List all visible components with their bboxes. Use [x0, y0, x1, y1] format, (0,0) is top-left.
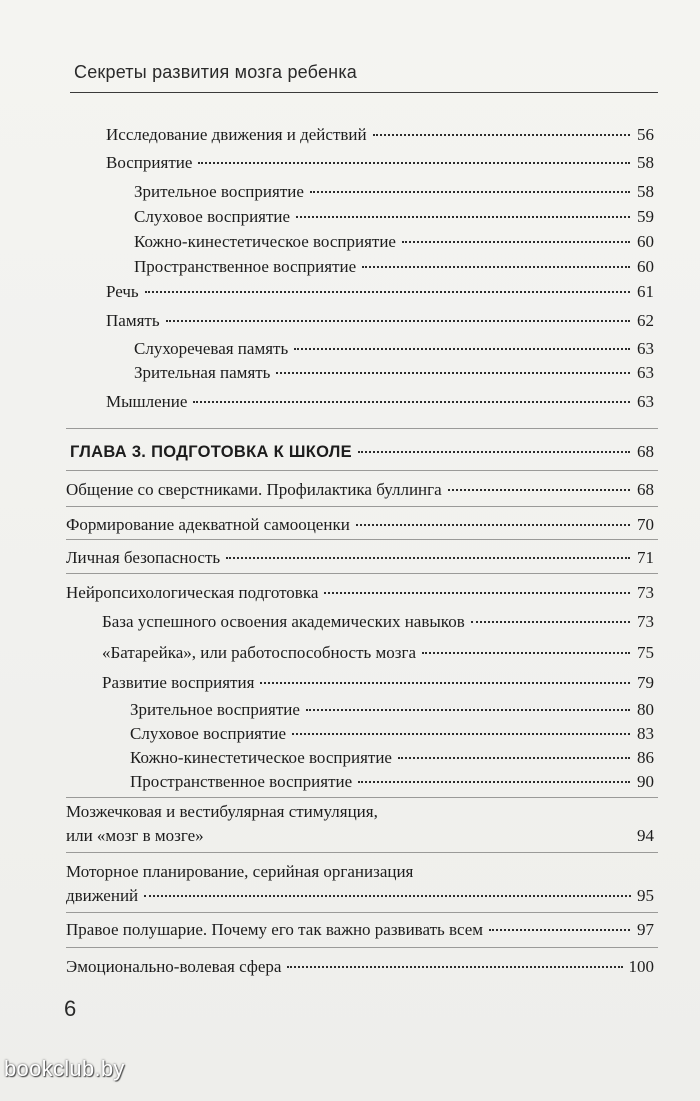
- toc-entry-title: Пространственное восприятие: [130, 772, 353, 791]
- leader-dots: [198, 161, 630, 164]
- leader-dots: [287, 965, 622, 968]
- toc-entry-page: 63: [637, 339, 654, 358]
- toc-entry: [102, 610, 654, 634]
- toc-entry: [130, 722, 654, 746]
- toc-entry-page: 73: [637, 612, 654, 631]
- toc-entry-title: Кожно-кинестетическое восприятие: [134, 232, 396, 251]
- section-divider: [66, 573, 658, 574]
- page-number: 6: [64, 996, 77, 1021]
- toc-entry-page: 86: [637, 748, 654, 767]
- toc-entry: [134, 205, 654, 229]
- toc-entry-multiline: [66, 800, 654, 848]
- leader-dots: [358, 450, 630, 453]
- toc-entry: [66, 918, 654, 942]
- leader-dots: [489, 928, 630, 931]
- toc-entry-title: Кожно-кинестетическое восприятие: [130, 748, 392, 767]
- toc-entry: [106, 280, 654, 304]
- toc-entry-title: База успешного освоения академических навыков: [102, 612, 465, 631]
- toc-entry-title: Исследование движения и действий: [106, 125, 367, 144]
- toc-entry-page: 79: [637, 673, 654, 692]
- leader-dots: [260, 681, 630, 684]
- toc-entry-title: Общение со сверстниками. Профилактика буллинга: [66, 480, 442, 499]
- chapter-page: 68: [637, 442, 654, 461]
- toc-entry-title: Зрительное восприятие: [134, 182, 304, 201]
- toc-entry-page: 63: [637, 363, 654, 382]
- leader-dots: [292, 732, 630, 735]
- leader-dots: [398, 756, 630, 759]
- leader-dots: [296, 215, 630, 218]
- toc-entry-page: 71: [637, 548, 654, 567]
- toc-entry: [134, 337, 654, 361]
- leader-dots: [144, 894, 631, 897]
- toc-entry-page: 68: [637, 480, 654, 499]
- leader-dots: [306, 708, 630, 711]
- toc-entry-page: 100: [628, 957, 654, 976]
- running-header: Секреты развития мозга ребенка: [74, 62, 358, 82]
- toc-entry-title: «Батарейка», или работоспособность мозга: [102, 643, 417, 662]
- toc-entry-page: 80: [637, 700, 654, 719]
- toc-entry-title: Восприятие: [106, 153, 193, 172]
- toc-entry: [66, 581, 654, 605]
- leader-dots: [294, 347, 630, 350]
- toc-entry: [134, 255, 654, 279]
- toc-entry-page: 61: [637, 282, 654, 301]
- toc-entry: [106, 390, 654, 414]
- leader-dots: [358, 780, 630, 783]
- section-divider: [66, 797, 658, 798]
- toc-entry-page: 70: [637, 515, 654, 534]
- toc-chapter-heading: [70, 440, 654, 464]
- leader-dots: [402, 240, 630, 243]
- leader-dots: [226, 556, 630, 559]
- section-divider: [66, 506, 658, 507]
- toc-entry: [66, 546, 654, 570]
- toc-entry: [130, 746, 654, 770]
- toc-entry-page: 90: [637, 772, 654, 791]
- leader-dots: [373, 133, 630, 136]
- leader-dots: [356, 523, 630, 526]
- toc-entry-page: 95: [637, 886, 654, 905]
- toc-entry-title: Правое полушарие. Почему его так важно развивать всем: [66, 920, 483, 939]
- toc-entry-title: Слухоречевая память: [134, 339, 289, 358]
- leader-dots: [310, 190, 630, 193]
- toc-entry: [102, 641, 654, 665]
- toc-entry-title: Слуховое восприятие: [134, 207, 291, 226]
- toc-entry-page: 73: [637, 583, 654, 602]
- toc-entry-page: 60: [637, 257, 654, 276]
- toc-entry-page: 62: [637, 311, 654, 330]
- toc-entry-title-line2: движений: [66, 886, 139, 905]
- toc-entry-title-line2: или «мозг в мозге»: [66, 826, 204, 845]
- toc-entry-title-line1: Моторное планирование, серийная организация: [66, 862, 414, 881]
- leader-dots: [324, 591, 630, 594]
- toc-entry-page: 58: [637, 182, 654, 201]
- toc-entry: [130, 770, 654, 794]
- leader-dots: [422, 651, 630, 654]
- toc-entry-page: 94: [637, 826, 654, 845]
- toc-entry-page: 83: [637, 724, 654, 743]
- watermark: bookclub.by: [4, 1056, 125, 1081]
- toc-entry-title: Личная безопасность: [66, 548, 221, 567]
- leader-dots: [471, 620, 630, 623]
- leader-dots: [362, 265, 630, 268]
- toc-entry: [106, 123, 654, 147]
- toc-entry-title: Речь: [106, 282, 139, 301]
- toc-entry: [134, 230, 654, 254]
- leader-dots: [276, 371, 630, 374]
- toc-entry-page: 75: [637, 643, 654, 662]
- toc-entry: [66, 478, 654, 502]
- toc-entry-title: Развитие восприятия: [102, 673, 255, 692]
- chapter-title: ГЛАВА 3. ПОДГОТОВКА К ШКОЛЕ: [70, 443, 352, 461]
- leader-dots: [166, 319, 630, 322]
- leader-space: [210, 836, 631, 837]
- toc-entry: [106, 151, 654, 175]
- toc-entry-title: Мышление: [106, 392, 188, 411]
- leader-dots: [193, 400, 630, 403]
- toc-entry-title: Пространственное восприятие: [134, 257, 357, 276]
- section-divider: [66, 539, 658, 540]
- toc-entry-title: Эмоционально-волевая сфера: [66, 957, 282, 976]
- toc-entry: [102, 671, 654, 695]
- toc-entry-title-line1: Мозжечковая и вестибулярная стимуляция,: [66, 802, 378, 821]
- toc-entry-title: Зрительное восприятие: [130, 700, 300, 719]
- toc-entry: [106, 309, 654, 333]
- toc-entry: [66, 513, 654, 537]
- toc-entry-page: 60: [637, 232, 654, 251]
- section-divider: [66, 912, 658, 913]
- toc-entry-title: Формирование адекватной самооценки: [66, 515, 350, 534]
- toc-entry-page: 58: [637, 153, 654, 172]
- toc-entry: [134, 361, 654, 385]
- leader-dots: [145, 290, 630, 293]
- toc-entry-multiline: [66, 860, 654, 908]
- leader-dots: [448, 488, 630, 491]
- toc-entry-page: 56: [637, 125, 654, 144]
- toc-entry-title: Слуховое восприятие: [130, 724, 287, 743]
- toc-entry: [66, 955, 654, 979]
- toc-entry-page: 97: [637, 920, 654, 939]
- toc-entry-title: Нейропсихологическая подготовка: [66, 583, 319, 602]
- section-divider: [66, 428, 658, 429]
- section-divider: [66, 947, 658, 948]
- toc-entry-page: 59: [637, 207, 654, 226]
- section-divider: [66, 470, 658, 471]
- toc-entry-title: Зрительная память: [134, 363, 271, 382]
- toc-entry: [134, 180, 654, 204]
- section-divider: [66, 852, 658, 853]
- toc-entry-page: 63: [637, 392, 654, 411]
- toc-entry-title: Память: [106, 311, 160, 330]
- toc-entry: [130, 698, 654, 722]
